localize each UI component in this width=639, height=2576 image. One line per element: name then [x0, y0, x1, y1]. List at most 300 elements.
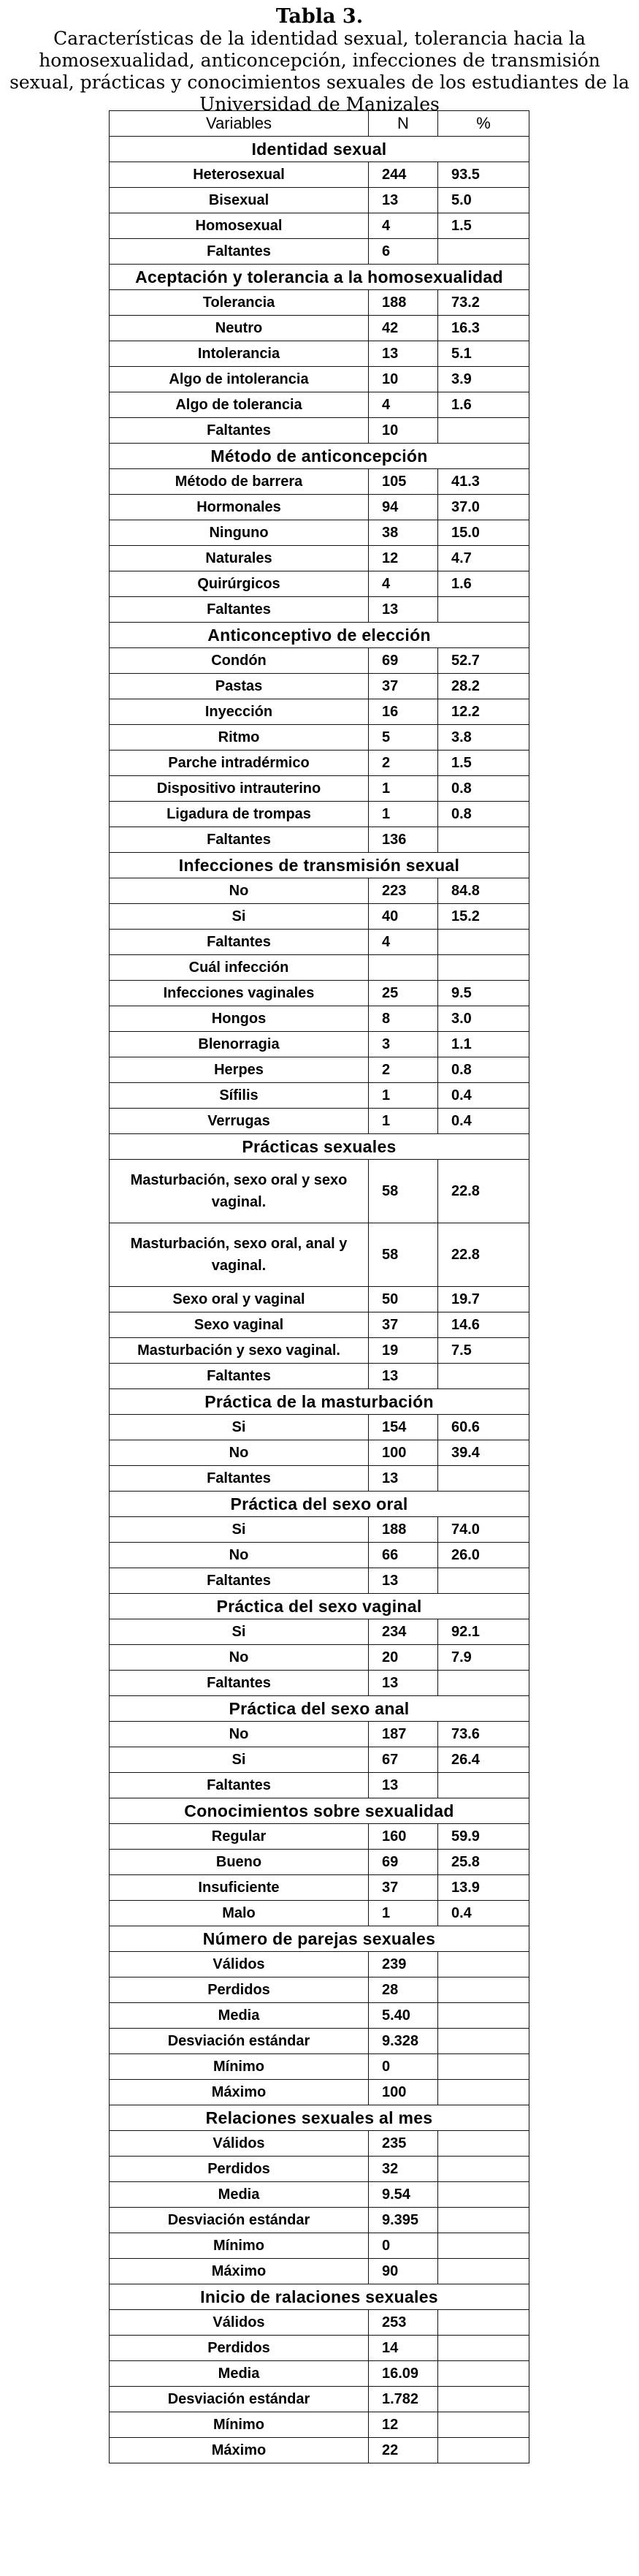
variable-cell: Válidos [110, 2131, 369, 2157]
table-row [110, 2029, 529, 2054]
n-cell: 67 [369, 1747, 438, 1773]
variable-cell: Media [110, 2182, 369, 2208]
variable-cell: Dispositivo intrauterino [110, 776, 369, 802]
header-row [110, 111, 529, 137]
percent-cell: 73.6 [438, 1722, 529, 1747]
variable-cell: Faltantes [110, 597, 369, 623]
n-cell: 188 [369, 290, 438, 316]
variable-cell: Ninguno [110, 520, 369, 546]
variable-cell: Malo [110, 1901, 369, 1926]
percent-cell: 15.2 [438, 904, 529, 930]
table-row [110, 367, 529, 392]
table-row [110, 2233, 529, 2259]
percent-cell [438, 418, 529, 444]
percent-cell [438, 2438, 529, 2463]
section-heading: Inicio de ralaciones sexuales [110, 2284, 529, 2310]
variable-cell: Verrugas [110, 1109, 369, 1134]
table-row [110, 1568, 529, 1594]
variable-cell: Ritmo [110, 725, 369, 751]
table-row [110, 725, 529, 751]
variable-cell: Faltantes [110, 1466, 369, 1492]
table-row [110, 1543, 529, 1568]
header-variables: Variables [110, 111, 369, 137]
variable-cell: Desviación estándar [110, 2387, 369, 2412]
percent-cell [438, 2208, 529, 2233]
table-row [110, 2182, 529, 2208]
variable-cell: Pastas [110, 674, 369, 699]
percent-cell [438, 1568, 529, 1594]
percent-cell [438, 1952, 529, 1977]
section-heading-row [110, 623, 529, 648]
n-cell: 16.09 [369, 2361, 438, 2387]
table-row [110, 776, 529, 802]
percent-cell: 1.6 [438, 392, 529, 418]
variable-cell: Perdidos [110, 2336, 369, 2361]
percent-cell [438, 1671, 529, 1696]
variable-cell: Bisexual [110, 188, 369, 213]
n-cell: 13 [369, 188, 438, 213]
variable-cell: Si [110, 1415, 369, 1440]
section-heading: Relaciones sexuales al mes [110, 2105, 529, 2131]
section-heading-row [110, 853, 529, 878]
variable-cell: Si [110, 1517, 369, 1543]
variable-cell: Faltantes [110, 1568, 369, 1594]
percent-cell: 3.9 [438, 367, 529, 392]
percent-cell [438, 2361, 529, 2387]
percent-cell: 41.3 [438, 469, 529, 495]
variable-cell: Hongos [110, 1006, 369, 1032]
percent-cell [438, 2054, 529, 2080]
table-row [110, 699, 529, 725]
table-row [110, 2003, 529, 2029]
n-cell: 244 [369, 162, 438, 188]
table-row [110, 1057, 529, 1083]
table-row [110, 751, 529, 776]
section-heading: Práctica del sexo oral [110, 1492, 529, 1517]
n-cell: 239 [369, 1952, 438, 1977]
n-cell: 9.395 [369, 2208, 438, 2233]
section-heading: Infecciones de transmisión sexual [110, 853, 529, 878]
percent-cell [438, 2131, 529, 2157]
n-cell: 188 [369, 1517, 438, 1543]
percent-cell: 26.0 [438, 1543, 529, 1568]
table-row [110, 2412, 529, 2438]
n-cell: 105 [369, 469, 438, 495]
table-row [110, 981, 529, 1006]
n-cell: 58 [369, 1223, 438, 1287]
percent-cell: 9.5 [438, 981, 529, 1006]
percent-cell: 3.8 [438, 725, 529, 751]
section-heading-row [110, 265, 529, 290]
variable-cell: No [110, 878, 369, 904]
section-heading-row [110, 1798, 529, 1824]
section-heading: Práctica del sexo vaginal [110, 1594, 529, 1619]
n-cell: 1 [369, 802, 438, 827]
n-cell: 22 [369, 2438, 438, 2463]
percent-cell [438, 2233, 529, 2259]
n-cell: 13 [369, 597, 438, 623]
percent-cell: 0.4 [438, 1083, 529, 1109]
table-row [110, 2336, 529, 2361]
n-cell: 2 [369, 751, 438, 776]
n-cell: 253 [369, 2310, 438, 2336]
n-cell: 4 [369, 213, 438, 239]
variable-cell: Desviación estándar [110, 2029, 369, 2054]
n-cell: 20 [369, 1645, 438, 1671]
table-row [110, 930, 529, 955]
n-cell: 28 [369, 1977, 438, 2003]
variable-cell: Faltantes [110, 418, 369, 444]
variable-cell: Mínimo [110, 2412, 369, 2438]
percent-cell [438, 2336, 529, 2361]
n-cell: 90 [369, 2259, 438, 2284]
variable-cell: Ligadura de trompas [110, 802, 369, 827]
percent-cell [438, 2029, 529, 2054]
percent-cell: 13.9 [438, 1875, 529, 1901]
table-row [110, 520, 529, 546]
variable-cell: Media [110, 2003, 369, 2029]
percent-cell: 28.2 [438, 674, 529, 699]
percent-cell [438, 1773, 529, 1798]
table-row [110, 2438, 529, 2463]
section-heading: Identidad sexual [110, 137, 529, 162]
variable-cell: Sífilis [110, 1083, 369, 1109]
variable-cell: Desviación estándar [110, 2208, 369, 2233]
percent-cell: 0.4 [438, 1901, 529, 1926]
table-row [110, 290, 529, 316]
n-cell: 40 [369, 904, 438, 930]
variable-cell: Faltantes [110, 930, 369, 955]
percent-cell: 37.0 [438, 495, 529, 520]
variable-cell: Máximo [110, 2438, 369, 2463]
table-row [110, 2387, 529, 2412]
variable-cell: Si [110, 1619, 369, 1645]
percent-cell: 16.3 [438, 316, 529, 341]
section-heading: Conocimientos sobre sexualidad [110, 1798, 529, 1824]
n-cell: 235 [369, 2131, 438, 2157]
table-row [110, 1415, 529, 1440]
n-cell: 154 [369, 1415, 438, 1440]
n-cell: 9.54 [369, 2182, 438, 2208]
table-title: Tabla 3. [275, 5, 364, 28]
percent-cell: 1.5 [438, 213, 529, 239]
table-row [110, 418, 529, 444]
variable-cell: Neutro [110, 316, 369, 341]
table-row [110, 1287, 529, 1312]
n-cell: 50 [369, 1287, 438, 1312]
percent-cell [438, 2412, 529, 2438]
section-heading: Número de parejas sexuales [110, 1926, 529, 1952]
n-cell: 19 [369, 1338, 438, 1364]
percent-cell: 84.8 [438, 878, 529, 904]
variable-cell: Homosexual [110, 213, 369, 239]
percent-cell: 15.0 [438, 520, 529, 546]
percent-cell: 22.8 [438, 1160, 529, 1223]
n-cell: 94 [369, 495, 438, 520]
n-cell: 38 [369, 520, 438, 546]
percent-cell: 26.4 [438, 1747, 529, 1773]
percent-cell [438, 955, 529, 981]
n-cell: 1 [369, 1083, 438, 1109]
n-cell: 0 [369, 2233, 438, 2259]
n-cell: 13 [369, 341, 438, 367]
table-row [110, 1850, 529, 1875]
n-cell: 25 [369, 981, 438, 1006]
n-cell: 13 [369, 1568, 438, 1594]
percent-cell [438, 2003, 529, 2029]
variable-cell: Máximo [110, 2259, 369, 2284]
percent-cell: 1.6 [438, 571, 529, 597]
table-row [110, 1364, 529, 1389]
variable-cell: Perdidos [110, 2157, 369, 2182]
section-heading: Práctica de la masturbación [110, 1389, 529, 1415]
table-row [110, 597, 529, 623]
table-row [110, 469, 529, 495]
section-heading-row [110, 137, 529, 162]
n-cell: 8 [369, 1006, 438, 1032]
variable-cell: No [110, 1722, 369, 1747]
percent-cell: 0.4 [438, 1109, 529, 1134]
n-cell: 4 [369, 571, 438, 597]
n-cell: 187 [369, 1722, 438, 1747]
table-row [110, 1722, 529, 1747]
percent-cell: 1.1 [438, 1032, 529, 1057]
percent-cell [438, 2157, 529, 2182]
section-heading-row [110, 2284, 529, 2310]
variable-cell: Si [110, 1747, 369, 1773]
section-heading-row [110, 444, 529, 469]
percent-cell: 0.8 [438, 1057, 529, 1083]
n-cell: 13 [369, 1466, 438, 1492]
variable-cell: Válidos [110, 2310, 369, 2336]
variable-cell: Mínimo [110, 2233, 369, 2259]
n-cell: 5.40 [369, 2003, 438, 2029]
table-row [110, 162, 529, 188]
table-row [110, 955, 529, 981]
n-cell: 12 [369, 546, 438, 571]
n-cell: 160 [369, 1824, 438, 1850]
n-cell: 1 [369, 1901, 438, 1926]
n-cell: 12 [369, 2412, 438, 2438]
percent-cell: 0.8 [438, 802, 529, 827]
table-row [110, 546, 529, 571]
percent-cell: 39.4 [438, 1440, 529, 1466]
variable-cell: No [110, 1645, 369, 1671]
table-row [110, 1006, 529, 1032]
variable-cell: Bueno [110, 1850, 369, 1875]
n-cell: 4 [369, 392, 438, 418]
percent-cell: 25.8 [438, 1850, 529, 1875]
table-row [110, 904, 529, 930]
n-cell: 14 [369, 2336, 438, 2361]
n-cell: 16 [369, 699, 438, 725]
header-percent: % [438, 111, 529, 137]
variable-cell: Máximo [110, 2080, 369, 2105]
table-row [110, 1747, 529, 1773]
variable-cell: No [110, 1440, 369, 1466]
variable-cell: Masturbación y sexo vaginal. [110, 1338, 369, 1364]
n-cell: 100 [369, 1440, 438, 1466]
variable-cell: Naturales [110, 546, 369, 571]
section-heading-row [110, 1492, 529, 1517]
variable-cell: Faltantes [110, 1364, 369, 1389]
percent-cell: 3.0 [438, 1006, 529, 1032]
percent-cell: 5.1 [438, 341, 529, 367]
n-cell: 223 [369, 878, 438, 904]
table-row [110, 1671, 529, 1696]
n-cell: 0 [369, 2054, 438, 2080]
table-body [110, 111, 529, 2463]
percent-cell [438, 2387, 529, 2412]
variable-cell: Insuficiente [110, 1875, 369, 1901]
percent-cell: 1.5 [438, 751, 529, 776]
table-row [110, 674, 529, 699]
percent-cell: 7.5 [438, 1338, 529, 1364]
table-row [110, 1824, 529, 1850]
variable-cell: Blenorragia [110, 1032, 369, 1057]
table-row [110, 878, 529, 904]
table-row [110, 1160, 529, 1223]
table-row [110, 1440, 529, 1466]
header-n: N [369, 111, 438, 137]
percent-cell [438, 1977, 529, 2003]
variable-cell: Infecciones vaginales [110, 981, 369, 1006]
percent-cell: 74.0 [438, 1517, 529, 1543]
n-cell: 13 [369, 1671, 438, 1696]
table-caption: Características de la identidad sexual, tolerancia hacia la homosexualidad, anticoncepción, infecciones de transmisión sexual, prácticas y conocimientos sexuales de los estudiantes de la Universidad de Manizales [9, 28, 630, 115]
n-cell: 100 [369, 2080, 438, 2105]
n-cell: 1 [369, 776, 438, 802]
percent-cell: 73.2 [438, 290, 529, 316]
percent-cell [438, 1466, 529, 1492]
n-cell: 13 [369, 1773, 438, 1798]
variable-cell: Faltantes [110, 827, 369, 853]
percent-cell: 12.2 [438, 699, 529, 725]
table-row [110, 239, 529, 265]
table-row [110, 648, 529, 674]
table-row [110, 495, 529, 520]
n-cell: 5 [369, 725, 438, 751]
percent-cell [438, 597, 529, 623]
n-cell: 32 [369, 2157, 438, 2182]
n-cell: 1 [369, 1109, 438, 1134]
variable-cell: Faltantes [110, 1773, 369, 1798]
variable-cell: Válidos [110, 1952, 369, 1977]
variable-cell: No [110, 1543, 369, 1568]
percent-cell [438, 2182, 529, 2208]
table-row [110, 571, 529, 597]
variable-cell: Faltantes [110, 1671, 369, 1696]
percent-cell [438, 2259, 529, 2284]
table-row [110, 2157, 529, 2182]
section-heading: Práctica del sexo anal [110, 1696, 529, 1722]
variable-cell: Si [110, 904, 369, 930]
table-row [110, 1338, 529, 1364]
n-cell: 13 [369, 1364, 438, 1389]
variable-cell: Perdidos [110, 1977, 369, 2003]
variable-cell: Media [110, 2361, 369, 2387]
percent-cell: 52.7 [438, 648, 529, 674]
variable-cell: Algo de tolerancia [110, 392, 369, 418]
table-row [110, 1977, 529, 2003]
table-row [110, 2054, 529, 2080]
table-row [110, 1517, 529, 1543]
percent-cell: 59.9 [438, 1824, 529, 1850]
table-row [110, 2208, 529, 2233]
variable-cell: Tolerancia [110, 290, 369, 316]
n-cell: 69 [369, 648, 438, 674]
percent-cell [438, 2310, 529, 2336]
n-cell: 3 [369, 1032, 438, 1057]
section-heading: Prácticas sexuales [110, 1134, 529, 1160]
percent-cell [438, 1364, 529, 1389]
section-heading-row [110, 1926, 529, 1952]
n-cell: 69 [369, 1850, 438, 1875]
table-row [110, 1773, 529, 1798]
percent-cell [438, 930, 529, 955]
table-row [110, 827, 529, 853]
table-row [110, 392, 529, 418]
table-row [110, 2361, 529, 2387]
percent-cell [438, 2080, 529, 2105]
percent-cell: 92.1 [438, 1619, 529, 1645]
variable-cell: Parche intradérmico [110, 751, 369, 776]
section-heading-row [110, 1696, 529, 1722]
section-heading-row [110, 1389, 529, 1415]
table-row [110, 2259, 529, 2284]
percent-cell: 14.6 [438, 1312, 529, 1338]
table-row [110, 1109, 529, 1134]
section-heading: Aceptación y tolerancia a la homosexualidad [110, 265, 529, 290]
table-row [110, 188, 529, 213]
percent-cell: 5.0 [438, 188, 529, 213]
n-cell: 10 [369, 367, 438, 392]
table-row [110, 213, 529, 239]
n-cell [369, 955, 438, 981]
variable-cell: Masturbación, sexo oral y sexo vaginal. [110, 1160, 369, 1223]
table-row [110, 1619, 529, 1645]
variable-cell: Condón [110, 648, 369, 674]
n-cell: 66 [369, 1543, 438, 1568]
variable-cell: Herpes [110, 1057, 369, 1083]
variable-cell: Sexo vaginal [110, 1312, 369, 1338]
n-cell: 234 [369, 1619, 438, 1645]
table-row [110, 1466, 529, 1492]
table-row [110, 1312, 529, 1338]
variable-cell: Intolerancia [110, 341, 369, 367]
n-cell: 9.328 [369, 2029, 438, 2054]
section-heading-row [110, 1594, 529, 1619]
table-row [110, 2131, 529, 2157]
percent-cell: 0.8 [438, 776, 529, 802]
n-cell: 58 [369, 1160, 438, 1223]
table-row [110, 1083, 529, 1109]
table-row [110, 1901, 529, 1926]
n-cell: 4 [369, 930, 438, 955]
variable-cell: Sexo oral y vaginal [110, 1287, 369, 1312]
variable-cell: Regular [110, 1824, 369, 1850]
n-cell: 37 [369, 1875, 438, 1901]
section-heading-row [110, 1134, 529, 1160]
variable-cell: Hormonales [110, 495, 369, 520]
n-cell: 6 [369, 239, 438, 265]
variable-cell: Cuál infección [110, 955, 369, 981]
variable-cell: Heterosexual [110, 162, 369, 188]
page [0, 6, 639, 2576]
percent-cell: 19.7 [438, 1287, 529, 1312]
section-heading: Método de anticoncepción [110, 444, 529, 469]
n-cell: 1.782 [369, 2387, 438, 2412]
